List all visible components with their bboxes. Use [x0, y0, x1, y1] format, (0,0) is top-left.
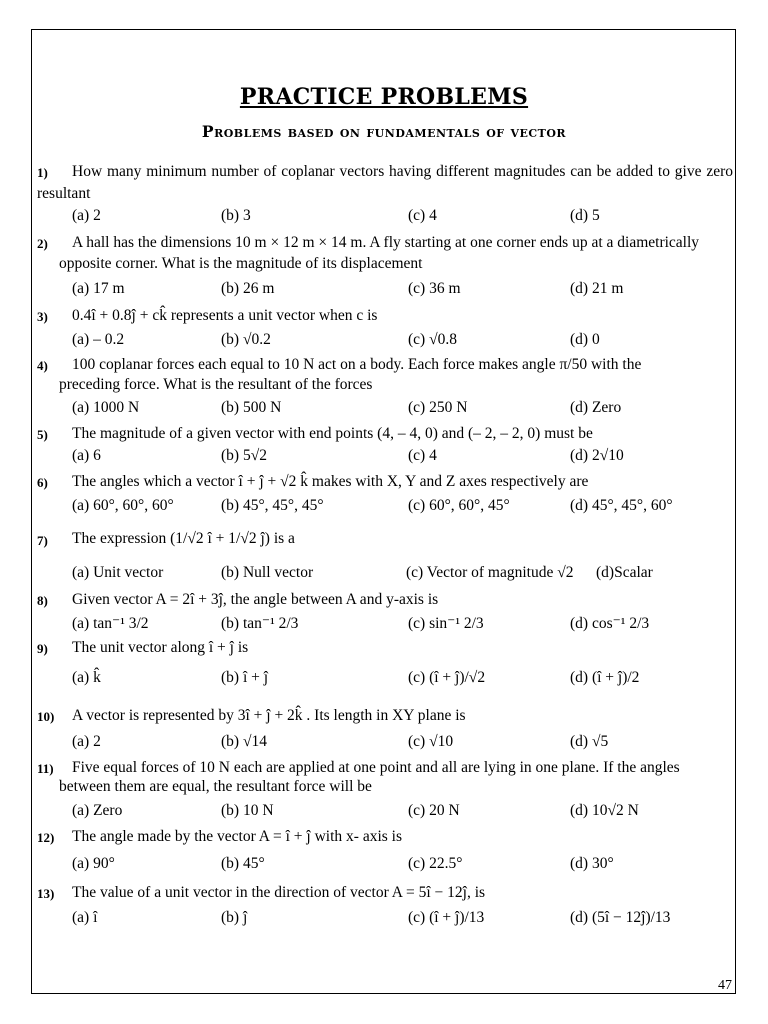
question-text: The expression (1/√2 î + 1/√2 ĵ) is a [72, 530, 295, 547]
option-c: (c) 4 [408, 447, 437, 464]
option-a: (a) – 0.2 [72, 331, 125, 348]
question-text: Given vector A = 2î + 3ĵ, the angle between A and y-axis is [72, 591, 439, 608]
option-a: (a) 6 [72, 447, 101, 464]
question-number: 10) [37, 709, 55, 724]
option-b: (b) √14 [221, 733, 267, 750]
question-text: How many minimum number of coplanar vectors having different magnitudes can be added to give zero resultant [37, 163, 733, 202]
option-a: (a) 2 [72, 733, 101, 750]
question-number: 5) [37, 427, 48, 442]
question-text: A vector is represented by 3î + ĵ + 2k̂ . Its length in XY plane is [72, 707, 466, 724]
option-b: (b) tan⁻¹ 2/3 [221, 615, 299, 632]
question-number: 1) [37, 165, 48, 180]
option-c: (c) 36 m [408, 280, 461, 297]
question-number: 9) [37, 641, 48, 656]
option-a: (a) î [72, 909, 98, 926]
option-c: (c) 20 N [408, 802, 460, 819]
question-text: 0.4î + 0.8ĵ + ck̂ represents a unit vector when c is [72, 307, 378, 324]
option-b: (b) 26 m [221, 280, 275, 297]
option-b: (b) ĵ [221, 909, 248, 926]
option-c: (c) 4 [408, 207, 437, 224]
option-d: (d) 10√2 N [570, 802, 639, 819]
page-subtitle: Problems based on fundamentals of vector [201, 122, 567, 141]
page-number: 47 [718, 978, 732, 993]
option-b: (b) î + ĵ [221, 669, 269, 686]
option-b: (b) 10 N [221, 802, 274, 819]
option-d: (d) 21 m [570, 280, 624, 297]
question-text: The value of a unit vector in the direction of vector A = 5î − 12ĵ, is [72, 884, 486, 901]
option-c: (c) √10 [408, 733, 454, 750]
option-a: (a) tan⁻¹ 3/2 [72, 615, 149, 632]
option-c: (c) 60°, 60°, 45° [408, 497, 510, 514]
option-a: (a) 2 [72, 207, 101, 224]
option-a: (a) Zero [72, 802, 123, 819]
question-number: 3) [37, 309, 48, 324]
option-c: (c) Vector of magnitude √2 [406, 564, 574, 581]
question-text-continued: opposite corner. What is the magnitude of its displacement [59, 255, 423, 272]
question-text: A hall has the dimensions 10 m × 12 m × 14 m. A fly starting at one corner ends up at a diametrically [72, 234, 700, 251]
option-d: (d) (5î − 12ĵ)/13 [570, 909, 671, 926]
option-c: (c) sin⁻¹ 2/3 [408, 615, 484, 632]
option-a: (a) 60°, 60°, 60° [72, 497, 174, 514]
option-a: (a) Unit vector [72, 564, 164, 581]
option-a: (a) k̂ [72, 669, 101, 686]
question-number: 7) [37, 533, 48, 548]
question-number: 13) [37, 886, 55, 901]
option-c: (c) (î + ĵ)/13 [408, 909, 485, 926]
question-number: 11) [37, 761, 54, 776]
option-d: (d) Zero [570, 399, 622, 416]
option-a: (a) 17 m [72, 280, 125, 297]
question-text-continued: between them are equal, the resultant force will be [59, 778, 372, 795]
page-title: PRACTICE PROBLEMS [239, 84, 529, 110]
question-text: Five equal forces of 10 N each are applied at one point and all are lying in one plane. If the angles [72, 759, 680, 776]
option-d: (d)Scalar [596, 564, 653, 581]
option-b: (b) 5√2 [221, 447, 267, 464]
option-c: (c) (î + ĵ)/√2 [408, 669, 486, 686]
question-text: The magnitude of a given vector with end points (4, – 4, 0) and (– 2, – 2, 0) must be [72, 425, 593, 442]
option-d: (d) 0 [570, 331, 600, 348]
option-b: (b) 3 [221, 207, 251, 224]
option-d: (d) 2√10 [570, 447, 624, 464]
question-text: The unit vector along î + ĵ is [72, 639, 249, 656]
question-number: 2) [37, 236, 48, 251]
option-b: (b) Null vector [221, 564, 314, 581]
question-number: 12) [37, 830, 55, 845]
option-b: (b) 500 N [221, 399, 282, 416]
option-d: (d) (î + ĵ)/2 [570, 669, 640, 686]
option-d: (d) √5 [570, 733, 609, 750]
question-number: 6) [37, 475, 48, 490]
question-number: 8) [37, 593, 48, 608]
option-c: (c) √0.8 [408, 331, 457, 348]
option-d: (d) 30° [570, 855, 614, 872]
option-b: (b) √0.2 [221, 331, 271, 348]
question-text: The angles which a vector î + ĵ + √2 k̂ makes with X, Y and Z axes respectively are [72, 473, 589, 490]
option-d: (d) cos⁻¹ 2/3 [570, 615, 650, 632]
option-b: (b) 45° [221, 855, 265, 872]
option-a: (a) 90° [72, 855, 115, 872]
question-text: The angle made by the vector A = î + ĵ with x- axis is [72, 828, 402, 845]
option-b: (b) 45°, 45°, 45° [221, 497, 324, 514]
option-c: (c) 22.5° [408, 855, 463, 872]
option-a: (a) 1000 N [72, 399, 140, 416]
option-d: (d) 45°, 45°, 60° [570, 497, 673, 514]
option-d: (d) 5 [570, 207, 600, 224]
option-c: (c) 250 N [408, 399, 468, 416]
question-number: 4) [37, 358, 48, 373]
question-text-continued: preceding force. What is the resultant of the forces [59, 376, 373, 393]
question-text: 100 coplanar forces each equal to 10 N act on a body. Each force makes angle π/50 with the [72, 356, 642, 373]
